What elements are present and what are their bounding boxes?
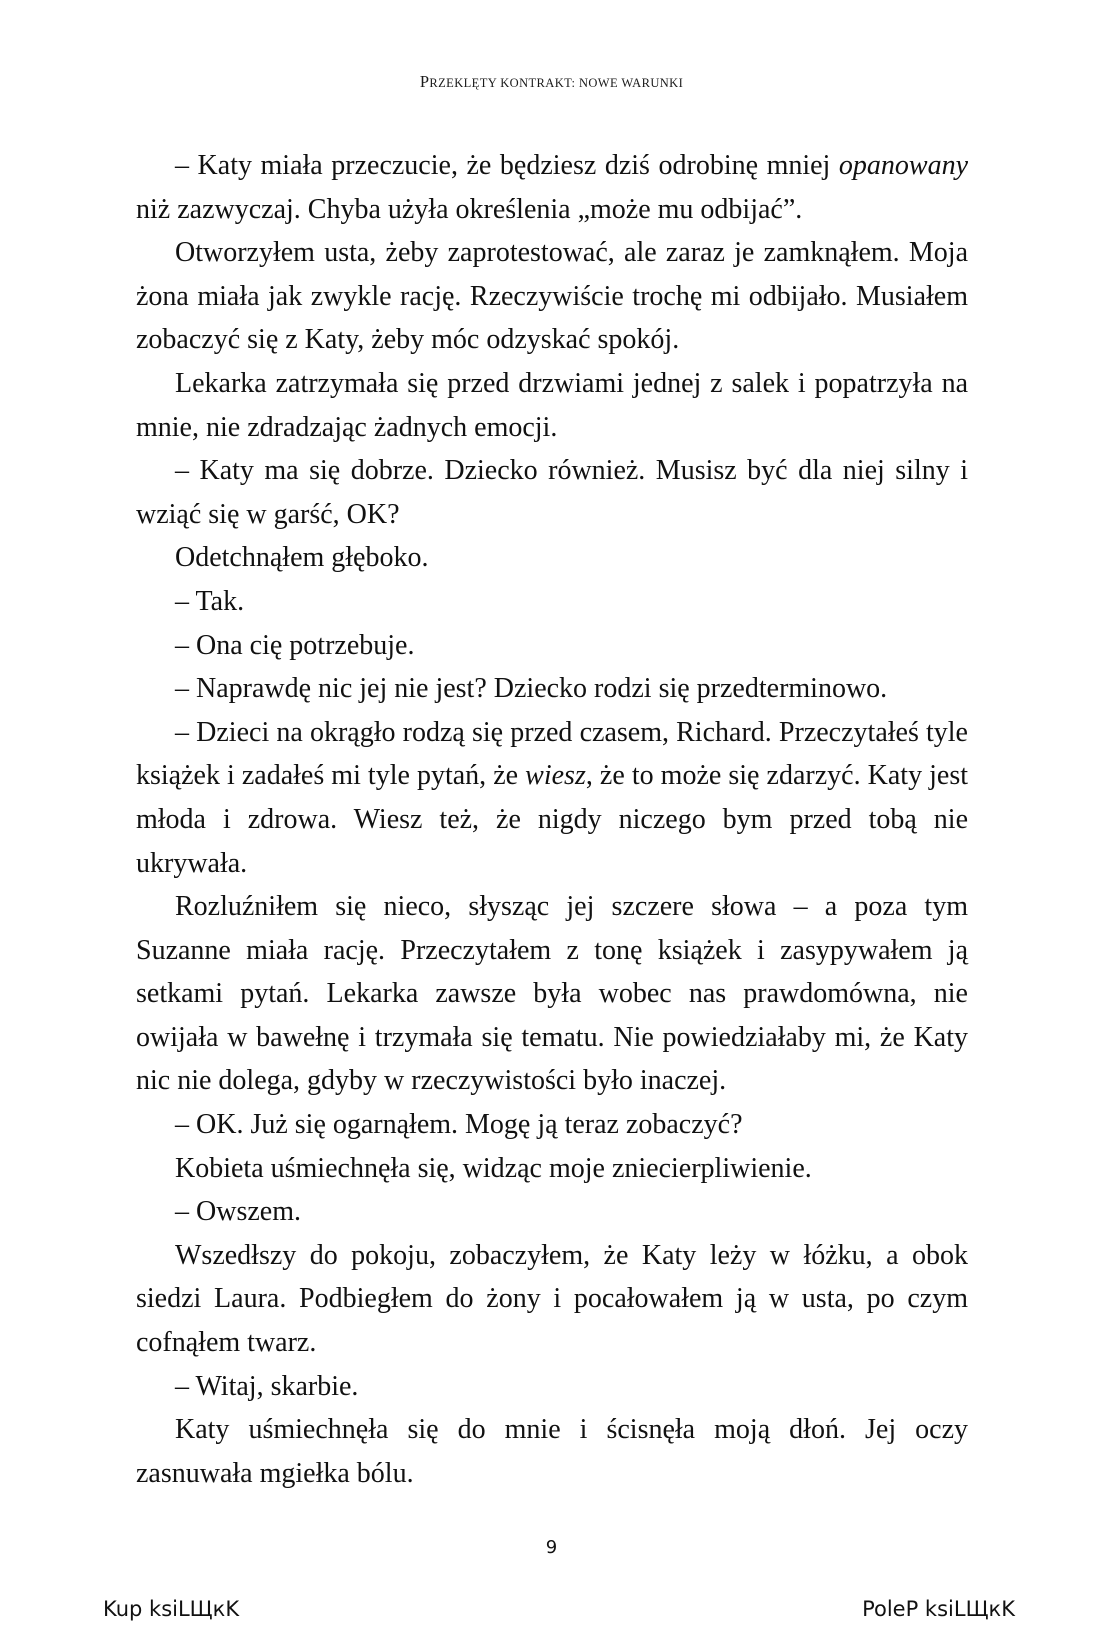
paragraph: Otworzyłem usta, żeby zaprotestować, ale zaraz je zamknąłem. Moja żona miała jak zwykle rację. Rzeczywiście trochę mi odbijało. Musiałem zobaczyć się z Katy, żeby móc odzyskać spokój. <box>136 237 968 356</box>
page-number: 9 <box>545 1537 558 1558</box>
paragraph: Kobieta uśmiechnęła się, widząc moje zniecierpliwienie. <box>175 1152 812 1184</box>
paragraph: – Katy miała przeczucie, że będziesz dziś odrobinę mniej opanowany niż zazwyczaj. Chyba użyła określenia „może mu odbijać”. <box>136 150 968 225</box>
paragraph: Rozluźniłem się nieco, słysząc jej szczere słowa – a poza tym Suzanne miała rację. Przeczytałem z tonę książek i zasypywałem ją setkami pytań. Lekarka zawsze była wobec nas prawdomówna, nie owijała w bawełnę i trzymała się tematu. Nie powiedziałaby mi, że Katy nic nie dolega, gdyby w rzeczywistości było inaczej. <box>136 891 968 1097</box>
paragraph: – Katy ma się dobrze. Dziecko również. Musisz być dla niej silny i wziąć się w garść, OK? <box>136 455 968 530</box>
page-body <box>136 144 968 1495</box>
paragraph: Katy uśmiechnęła się do mnie i ścisnęła moją dłoń. Jej oczy zasnuwała mgiełka bólu. <box>136 1414 968 1489</box>
paragraph: – OK. Już się ogarnąłem. Mogę ją teraz zobaczyć? <box>175 1109 743 1141</box>
running-header-title: RZEKLĘTY KONTRAKT: NOWE WARUNKI <box>429 76 684 90</box>
paragraph: – Ona cię potrzebuje. <box>175 629 415 661</box>
paragraph: – Witaj, skarbie. <box>175 1370 359 1402</box>
buy-book-link[interactable]: Kup ksiLЩкK <box>103 1597 240 1621</box>
paragraph: Odetchnąłem głęboko. <box>175 542 429 574</box>
running-header <box>0 72 1103 92</box>
paragraph: – Tak. <box>175 585 245 617</box>
paragraph: Wszedłszy do pokoju, zobaczyłem, że Katy leży w łóżku, a obok siedzi Laura. Podbiegłem do żony i pocałowałem ją w usta, po czym cofnąłem twarz. <box>136 1239 968 1359</box>
paragraph: Lekarka zatrzymała się przed drzwiami jednej z salek i popatrzyła na mnie, nie zdradzając żadnych emocji. <box>136 367 968 443</box>
running-header-initial: P <box>419 72 430 91</box>
paragraph: – Naprawdę nic jej nie jest? Dziecko rodzi się przedterminowo. <box>175 673 888 705</box>
paragraph: – Dzieci na okrągło rodzą się przed czasem, Richard. Przeczytałeś tyle książek i zadałeś mi tyle pytań, że wiesz, że to może się zdarzyć. Katy jest młoda i zdrowa. Wiesz też, że nigdy niczego bym przed tobą nie ukrywała. <box>136 716 969 879</box>
paragraph: – Owszem. <box>175 1196 301 1228</box>
recommend-book-link[interactable]: PoleP ksiLЩкK <box>862 1597 1015 1621</box>
